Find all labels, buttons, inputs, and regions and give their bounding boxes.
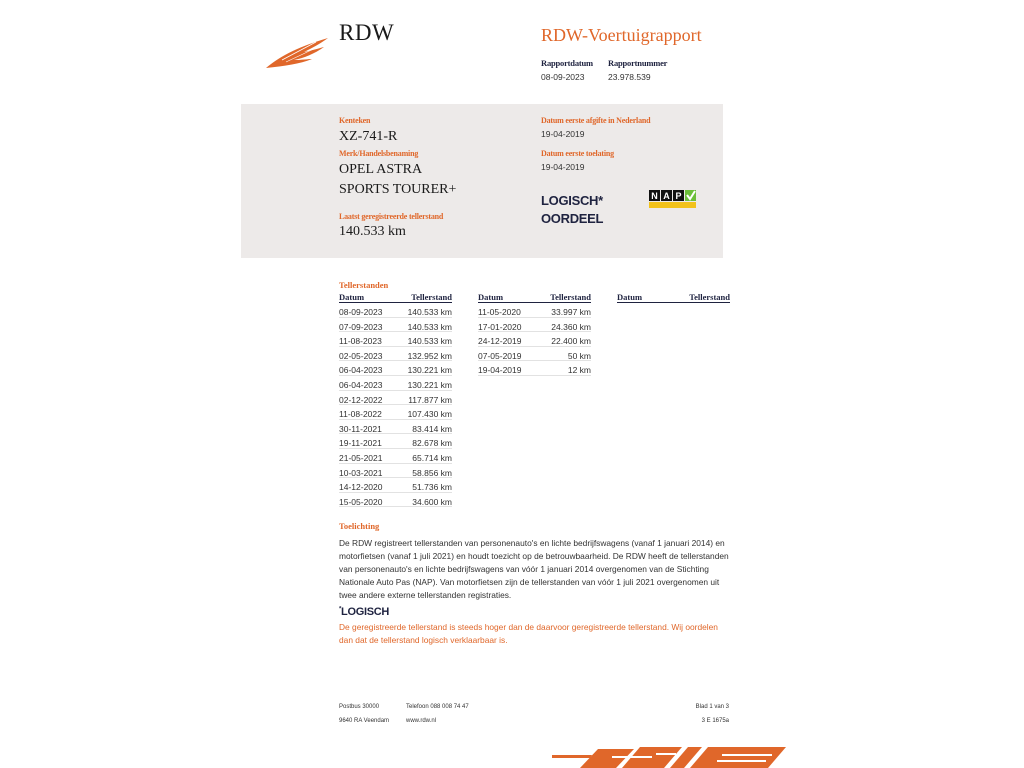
- summary-panel-notch: [241, 248, 301, 258]
- verdict: [541, 192, 603, 228]
- row-reading: 58.856 km: [412, 467, 452, 478]
- rdw-wing-logo: [264, 34, 330, 70]
- rdw-stripes-graphic: [552, 745, 786, 768]
- row-reading: 24.360 km: [551, 321, 591, 332]
- row-reading: 140.533 km: [407, 321, 452, 332]
- row-reading: 12 km: [567, 365, 591, 376]
- table-row: [339, 449, 452, 464]
- odometer-table-col-1: [339, 293, 452, 507]
- license-plate: XZ-741-R: [339, 129, 398, 144]
- row-reading: 50 km: [567, 350, 591, 361]
- table-row: [478, 332, 591, 347]
- row-reading: 130.221 km: [407, 365, 452, 376]
- report-date-label: Rapportdatum: [541, 58, 593, 68]
- col-reading-header: Tellerstand: [689, 292, 730, 302]
- table-row: [339, 391, 452, 406]
- verdict-line-1: LOGISCH*: [541, 193, 603, 208]
- explanation-text: De RDW registreert tellerstanden van personenauto's en lichte bedrijfswagens (vanaf 1 januari 2014) en motorfietsen (vanaf 1 juli 2021) en houdt toezicht op de betrouwbaarheid. De RDW heeft de tellerstanden van personenauto's en lichte bedrijfswagens van vóór 1 januari 2014 overgenomen van de Stichting Nationale Auto Pas (NAP). Van motorfietsen zijn de tellerstanden van vóór 1 juli 2021 overgenomen uit twee andere externe tellerstanden registraties.: [339, 538, 729, 600]
- row-date: 14-12-2020: [339, 482, 383, 493]
- footer-phone: Telefoon 088 008 74 47: [406, 704, 469, 710]
- row-date: 02-12-2022: [339, 394, 383, 405]
- footer-doc-code: 3 E 1675a: [701, 718, 729, 724]
- row-date: 11-08-2023: [339, 336, 382, 347]
- report-number: 23.978.539: [608, 72, 651, 82]
- report-title: RDW-Voertuigrapport: [541, 25, 702, 45]
- footer-website: www.rdw.nl: [406, 718, 437, 724]
- table-row: [339, 478, 452, 493]
- table-row: [339, 361, 452, 376]
- brand-name: RDW: [339, 20, 395, 45]
- odometer-table-col-2: [478, 293, 591, 376]
- col-reading-header: Tellerstand: [411, 292, 452, 302]
- make-line-1: OPEL ASTRA: [339, 162, 423, 177]
- row-reading: 82.678 km: [412, 438, 452, 449]
- verdict-line-2: OORDEEL: [541, 211, 604, 226]
- row-date: 21-05-2021: [339, 452, 383, 463]
- table-header: [478, 293, 591, 303]
- row-reading: 132.952 km: [407, 350, 452, 361]
- row-date: 17-01-2020: [478, 321, 522, 332]
- row-date: 19-11-2021: [339, 438, 382, 449]
- report-date: 08-09-2023: [541, 72, 585, 82]
- svg-text:A: A: [663, 191, 670, 201]
- col-date-header: Datum: [339, 292, 365, 302]
- explanation-title: Toelichting: [339, 521, 380, 531]
- table-row: [339, 347, 452, 362]
- row-date: 06-04-2023: [339, 365, 383, 376]
- table-row: [478, 318, 591, 333]
- plate-label: Kenteken: [339, 116, 371, 125]
- table-row: [339, 434, 452, 449]
- odometer-section-title: Tellerstanden: [339, 280, 389, 290]
- odometer-label: Laatst geregistreerde tellerstand: [339, 212, 444, 221]
- row-date: 11-08-2022: [339, 409, 382, 420]
- row-reading: 51.736 km: [412, 482, 452, 493]
- table-header: [339, 293, 452, 303]
- table-row: [339, 420, 452, 435]
- logisch-heading: [339, 606, 389, 618]
- row-reading: 22.400 km: [551, 336, 591, 347]
- footer-page-number: Blad 1 van 3: [695, 704, 729, 710]
- nap-logo-icon: [649, 189, 697, 209]
- make-label: Merk/Handelsbenaming: [339, 149, 419, 158]
- row-reading: 117.877 km: [408, 394, 452, 405]
- row-reading: 34.600 km: [412, 496, 452, 507]
- first-admission-date: 19-04-2019: [541, 162, 585, 172]
- table-row: [339, 318, 452, 333]
- row-date: 06-04-2023: [339, 379, 383, 390]
- col-date-header: Datum: [478, 292, 504, 302]
- row-date: 11-05-2020: [478, 307, 521, 317]
- svg-text:P: P: [675, 191, 682, 201]
- table-row: [478, 361, 591, 376]
- row-date: 02-05-2023: [339, 350, 383, 361]
- report-number-label: Rapportnummer: [608, 58, 668, 68]
- logisch-marker: *: [339, 606, 342, 613]
- table-row: [339, 303, 452, 318]
- table-row: [339, 332, 452, 347]
- row-date: 30-11-2021: [339, 423, 382, 434]
- table-row: [339, 493, 452, 508]
- first-admission-label: Datum eerste toelating: [541, 149, 614, 158]
- table-row: [339, 464, 452, 479]
- row-reading: 140.533 km: [407, 336, 452, 347]
- row-reading: 33.997 km: [551, 307, 591, 317]
- logisch-text: De geregistreerde tellerstand is steeds hoger dan de daarvoor geregistreerde tellerstand. Wij oordelen dan dat de tellerstand logisch verklaarbaar is.: [339, 622, 718, 645]
- row-reading: 140.533 km: [407, 307, 452, 317]
- report-date-block: [541, 58, 593, 82]
- table-row: [339, 405, 452, 420]
- report-number-block: [608, 58, 667, 82]
- row-reading: 107.430 km: [407, 409, 452, 420]
- row-date: 19-04-2019: [478, 365, 522, 376]
- row-date: 15-05-2020: [339, 496, 383, 507]
- row-date: 07-09-2023: [339, 321, 383, 332]
- row-reading: 65.714 km: [412, 452, 452, 463]
- odometer-table-col-3: [617, 293, 730, 303]
- first-nl-date: 19-04-2019: [541, 129, 585, 139]
- row-date: 10-03-2021: [339, 467, 383, 478]
- row-date: 07-05-2019: [478, 350, 522, 361]
- logisch-title: LOGISCH: [341, 606, 390, 618]
- table-header: [617, 293, 730, 303]
- row-reading: 83.414 km: [412, 423, 452, 434]
- footer-address-2: 9640 RA Veendam: [339, 718, 390, 724]
- col-reading-header: Tellerstand: [550, 292, 591, 302]
- table-row: [478, 347, 591, 362]
- row-reading: 130.221 km: [407, 379, 452, 390]
- svg-text:N: N: [651, 191, 658, 201]
- summary-panel: [241, 104, 723, 258]
- footer-address-1: Postbus 30000: [339, 704, 380, 710]
- odometer-value: 140.533 km: [339, 224, 406, 239]
- make-line-2: SPORTS TOURER+: [339, 182, 457, 197]
- first-nl-label: Datum eerste afgifte in Nederland: [541, 116, 651, 125]
- table-row: [478, 303, 591, 318]
- table-row: [339, 376, 452, 391]
- col-date-header: Datum: [617, 292, 643, 302]
- row-date: 24-12-2019: [478, 336, 522, 347]
- row-date: 08-09-2023: [339, 307, 383, 317]
